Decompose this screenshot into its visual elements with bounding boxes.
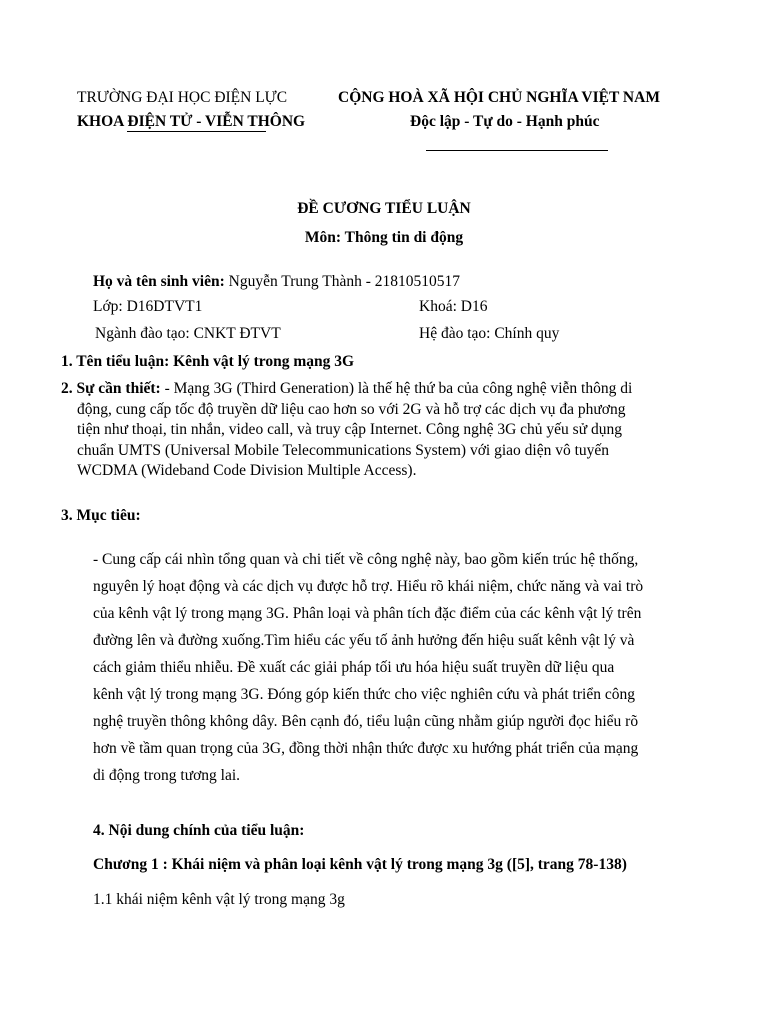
section-2-label: 2. Sự cần thiết:: [61, 380, 161, 397]
subject-title: Môn: Thông tin di động: [304, 229, 464, 246]
section-3-line: - Cung cấp cái nhìn tổng quan và chi tiết về công nghệ này, bao gồm kiến trúc hệ thống,: [93, 551, 639, 568]
section-3-line: kênh vật lý trong mạng 3G. Đóng góp kiến thức cho việc nghiên cứu và phát triển công: [93, 686, 635, 703]
motto-underline: [426, 150, 608, 151]
student-name-label: Họ và tên sinh viên:: [93, 273, 225, 290]
document-title: ĐỀ CƯƠNG TIỂU LUẬN: [297, 200, 471, 217]
section-3-line: đường lên và đường xuống.Tìm hiểu các yếu tố ảnh hưởng đến hiệu suất kênh vật lý và: [93, 632, 635, 649]
university-name: TRƯỜNG ĐẠI HỌC ĐIỆN LỰC: [77, 89, 288, 106]
country-name: CỘNG HOÀ XÃ HỘI CHỦ NGHĨA VIỆT NAM: [338, 89, 660, 106]
student-course: Khoá: D16: [419, 298, 488, 315]
national-motto: Độc lập - Tự do - Hạnh phúc: [410, 113, 600, 130]
section-2-line: động, cung cấp tốc độ truyền dữ liệu cao hơn so với 2G và hỗ trợ các dịch vụ đa phương: [77, 400, 626, 418]
section-3-line: di động trong tương lai.: [93, 767, 241, 784]
subsection-1-1: 1.1 khái niệm kênh vật lý trong mạng 3g: [93, 891, 345, 908]
section-2-line: tiện như thoại, tin nhắn, video call, và truy cập Internet. Công nghệ 3G chủ yếu sử dụng: [77, 421, 622, 438]
student-major: Ngành đào tạo: CNKT ĐTVT: [95, 325, 281, 342]
section-2-line: WCDMA (Wideband Code Division Multiple Access).: [77, 462, 417, 479]
section-2-line: chuẩn UMTS (Universal Mobile Telecommunications System) với giao diện vô tuyến: [77, 441, 610, 459]
student-name-row: [93, 273, 460, 291]
chapter-1-heading: Chương 1 : Khái niệm và phân loại kênh vật lý trong mạng 3g ([5], trang 78-138): [93, 856, 627, 873]
student-training-system: Hệ đào tạo: Chính quy: [419, 325, 560, 342]
section-3-line: hơn về tầm quan trọng của 3G, đồng thời nhận thức được xu hướng phát triển của mạng: [93, 740, 639, 757]
section-3-title: 3. Mục tiêu:: [61, 507, 141, 524]
section-3-line: nguyên lý hoạt động và các dịch vụ được hỗ trợ. Hiểu rõ khái niệm, chức năng và vai trò: [93, 578, 644, 595]
section-3-line: nghệ truyền thông không dây. Bên cạnh đó, tiểu luận cũng nhằm giúp người đọc hiểu rõ: [93, 713, 639, 730]
section-2-line: - Mạng 3G (Third Generation) là thế hệ thứ ba của công nghệ viễn thông di: [160, 380, 633, 397]
section-1-title: 1. Tên tiểu luận: Kênh vật lý trong mạng 3G: [61, 353, 355, 370]
section-4-title: 4. Nội dung chính của tiểu luận:: [93, 822, 305, 839]
section-3-line: của kênh vật lý trong mạng 3G. Phân loại và phân tích đặc điểm của các kênh vật lý trên: [93, 605, 642, 622]
section-2-block: [61, 379, 632, 482]
section-3-paragraph: [93, 546, 643, 789]
student-class: Lớp: D16DTVT1: [93, 298, 203, 315]
faculty-underline: [127, 131, 266, 132]
section-3-line: cách giảm thiểu nhiễu. Đề xuất các giải pháp tối ưu hóa hiệu suất truyền dữ liệu qua: [93, 659, 615, 676]
faculty-name: KHOA ĐIỆN TỬ - VIỄN THÔNG: [77, 113, 306, 130]
student-name-value: Nguyễn Trung Thành - 21810510517: [224, 273, 460, 290]
